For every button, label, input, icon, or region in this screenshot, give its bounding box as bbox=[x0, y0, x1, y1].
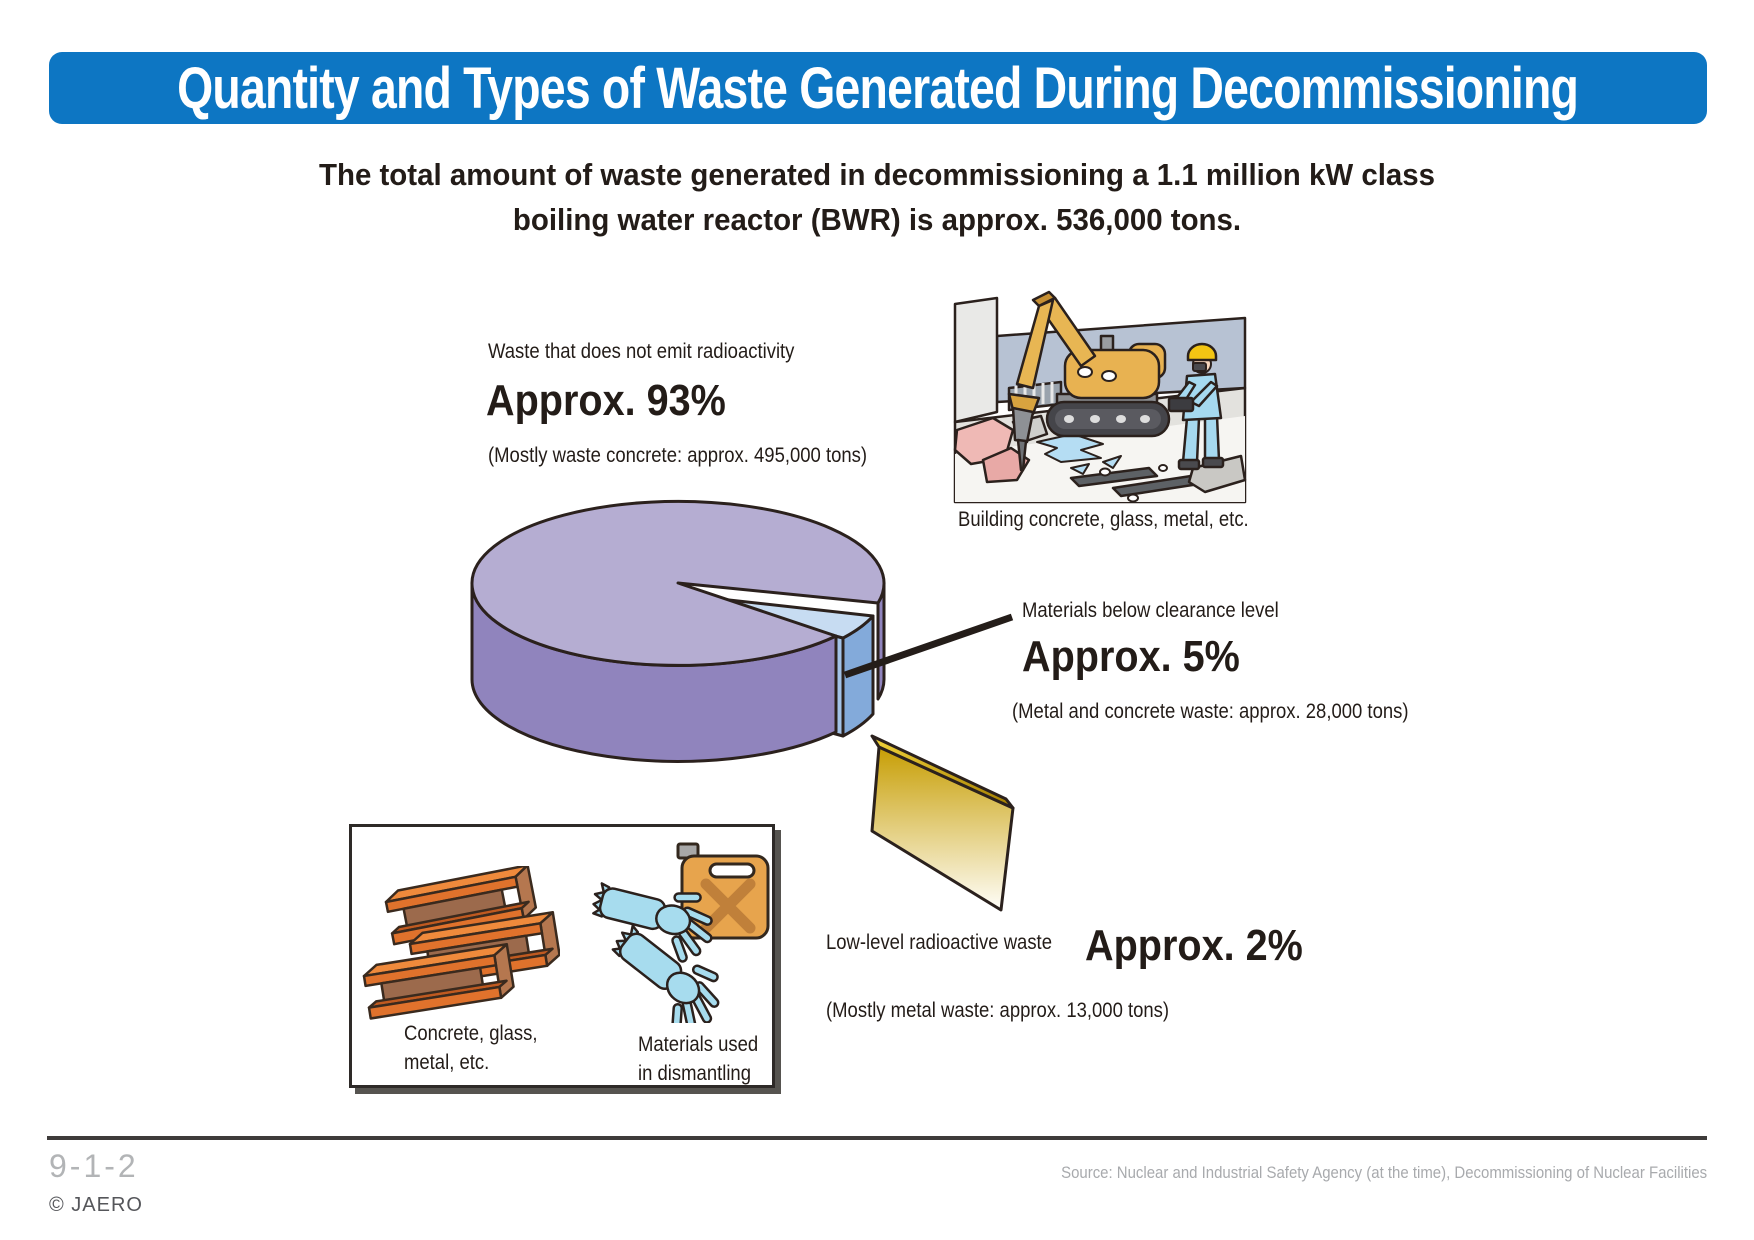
subtitle bbox=[0, 152, 1754, 242]
box-caption-left-line-2: metal, etc. bbox=[404, 1051, 490, 1074]
footer-divider bbox=[47, 1136, 1707, 1140]
slice-93-detail: (Mostly waste concrete: approx. 495,000 tons) bbox=[488, 444, 868, 467]
box-caption-left-line-1: Concrete, glass, bbox=[404, 1022, 538, 1045]
slice-93-percentage: Approx. 93% bbox=[486, 376, 726, 425]
slice-2-label: Low-level radioactive waste bbox=[826, 931, 1052, 954]
slice-5-percentage: Approx. 5% bbox=[1022, 632, 1240, 681]
box-caption-right-line-1: Materials used bbox=[638, 1033, 759, 1056]
page-number: 9-1-2 bbox=[49, 1148, 139, 1184]
source-text: Source: Nuclear and Industrial Safety Agency (at the time), Decommissioning of Nuclear Facilities bbox=[1060, 1163, 1707, 1182]
slice-5-label: Materials below clearance level bbox=[1022, 599, 1279, 622]
slice-93-label: Waste that does not emit radioactivity bbox=[488, 340, 795, 363]
box-caption-right bbox=[638, 1030, 758, 1088]
steel-beams-icon bbox=[360, 866, 560, 1028]
slice-2-detail: (Mostly metal waste: approx. 13,000 tons) bbox=[826, 999, 1170, 1022]
box-caption-right-line-2: in dismantling bbox=[638, 1062, 751, 1085]
page-title: Quantity and Types of Waste Generated During Decommissioning bbox=[177, 55, 1579, 121]
caption-building-waste: Building concrete, glass, metal, etc. bbox=[958, 508, 1249, 531]
slice-5-detail: (Metal and concrete waste: approx. 28,000 tons) bbox=[1012, 700, 1409, 723]
copyright: © JAERO bbox=[49, 1194, 143, 1216]
subtitle-line-1: The total amount of waste generated in decommissioning a 1.1 million kW class bbox=[318, 157, 1436, 192]
pie-slice-93 bbox=[472, 501, 884, 761]
dismantling-materials-icons bbox=[592, 838, 770, 1023]
slice-2-percentage: Approx. 2% bbox=[1085, 921, 1303, 970]
subtitle-line-2: boiling water reactor (BWR) is approx. 536,000 tons. bbox=[512, 202, 1242, 237]
title-banner bbox=[49, 52, 1707, 124]
pie-slice-2 bbox=[872, 736, 1013, 910]
box-caption-left bbox=[404, 1019, 538, 1077]
